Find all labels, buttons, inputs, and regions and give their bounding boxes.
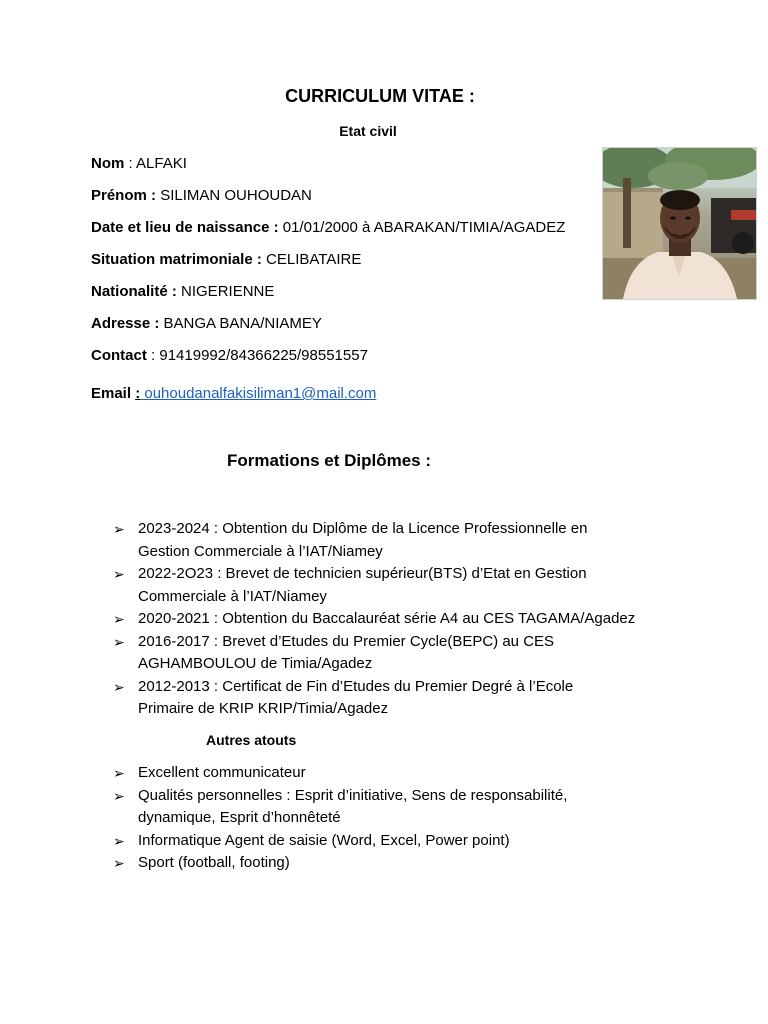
list-item [113,785,713,830]
arrow-bullet-icon: ➢ [113,521,125,537]
item-line: Informatique Agent de saisie (Word, Excel, Power point) [138,831,510,849]
formations-list [113,518,713,721]
field-first-name [91,187,312,204]
field-email [91,385,376,402]
page-title: CURRICULUM VITAE : [285,86,475,106]
field-value: SILIMAN OUHOUDAN [160,187,312,204]
item-line: Commerciale à l’IAT/Niamey [138,587,327,605]
field-label: Nom [91,155,125,172]
profile-photo [602,147,757,300]
field-label: Nationalité : [91,283,177,300]
field-label [91,385,140,402]
arrow-bullet-icon: ➢ [113,855,125,871]
item-line: dynamique, Esprit d’honnêteté [138,809,341,826]
list-item [113,563,713,608]
item-line: Gestion Commerciale à l’IAT/Niamey [138,542,383,560]
field-value: CELIBATAIRE [266,251,362,268]
item-line: 2020-2021 : Obtention du Baccalauréat série A4 au CES TAGAMA/Agadez [138,610,636,627]
field-value: ALFAKI [136,155,187,172]
item-line: 2022-2O23 : Brevet de technicien supérieur(BTS) d’Etat en Gestion [138,565,587,582]
field-value: 91419992/84366225/98551557 [159,347,368,364]
item-line: Qualités personnelles : Esprit d’initiative, Sens de responsabilité, [138,786,568,804]
arrow-bullet-icon: ➢ [113,832,125,849]
section-heading-atouts: Autres atouts [206,732,297,748]
arrow-bullet-icon: ➢ [113,566,125,582]
item-line: 2023-2024 : Obtention du Diplôme de la Licence Professionnelle en [138,520,588,537]
item-line: Primaire de KRIP KRIP/Timia/Agadez [138,700,389,717]
arrow-bullet-icon: ➢ [113,633,125,650]
email-label-text: Email [91,385,136,402]
field-label: Contact [91,347,147,364]
email-link[interactable]: ouhoudanalfakisiliman1@mail.com [140,385,377,402]
field-birth [91,219,565,236]
section-heading-formations: Formations et Diplômes : [227,451,432,470]
arrow-bullet-icon: ➢ [113,611,125,627]
item-line: 2012-2013 : Certificat de Fin d’Etudes du Premier Degré à l’Ecole [138,677,574,695]
field-value: BANGA BANA/NIAMEY [163,315,322,332]
list-item [113,852,713,875]
list-item [113,631,713,676]
list-item [113,830,713,853]
arrow-bullet-icon: ➢ [113,765,125,781]
list-item [113,762,713,785]
field-contact [91,347,368,364]
section-heading-civil-status: Etat civil [339,123,397,139]
item-line: AGHAMBOULOU de Timia/Agadez [138,655,373,672]
field-separator: : [124,155,137,172]
item-line: Sport (football, footing) [138,854,290,871]
arrow-bullet-icon: ➢ [113,787,125,804]
field-separator: : [146,347,160,364]
field-label: Date et lieu de naissance : [91,219,279,236]
atouts-list [113,762,713,875]
list-item [113,676,713,721]
field-label: Adresse : [91,315,160,332]
field-address [91,315,322,332]
field-nationality [91,283,274,300]
email-colon: : [135,385,141,402]
field-label: Situation matrimoniale : [91,251,262,268]
field-last-name [91,155,187,172]
arrow-bullet-icon: ➢ [113,678,125,695]
field-label: Prénom : [91,187,157,204]
field-value: NIGERIENNE [181,283,275,300]
item-line: Excellent communicateur [138,764,306,781]
field-value: 01/01/2000 à ABARAKAN/TIMIA/AGADEZ [282,219,566,236]
list-item [113,518,713,563]
item-line: 2016-2017 : Brevet d’Etudes du Premier Cycle(BEPC) au CES [138,632,555,650]
list-item [113,608,713,631]
field-marital-status [91,251,361,268]
